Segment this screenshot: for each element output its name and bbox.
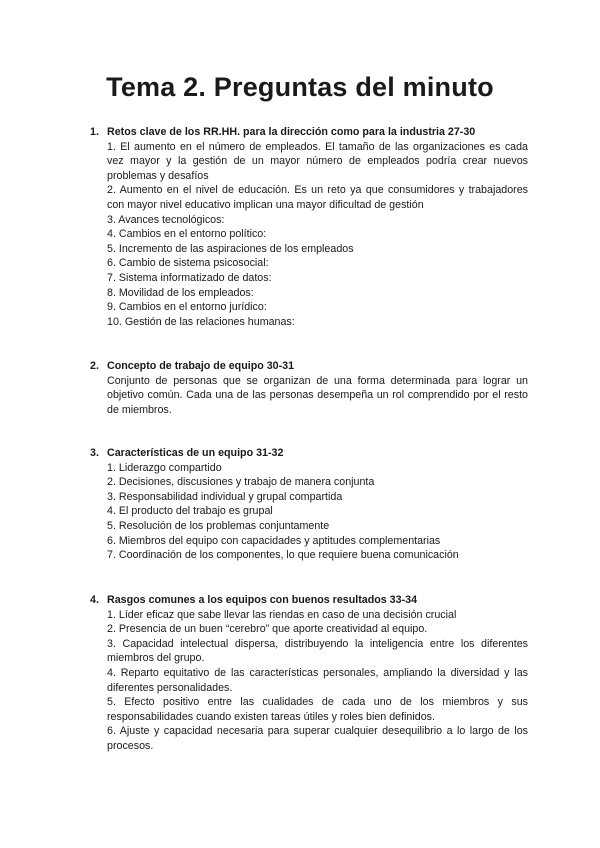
section-number: 3.	[90, 447, 99, 459]
section-heading: Características de un equipo 31-32	[107, 447, 284, 459]
list-item: 8. Movilidad de los empleados:	[107, 286, 254, 299]
section-body	[107, 461, 528, 563]
list-item: 2. Decisiones, discusiones y trabajo de manera conjunta	[107, 476, 375, 489]
list-item: 4. El producto del trabajo es grupal	[107, 505, 273, 518]
list-item: 7. Sistema informatizado de datos:	[107, 271, 272, 284]
list-item: 1. El aumento en el número de empleados. El tamaño de las organizaciones es cada vez mayor y la gestión de un mayor número de empleados podría crear nuevos problemas y desafíos	[107, 140, 528, 182]
list-item: 5. Efecto positivo entre las cualidades de cada uno de los miembros y sus responsabilidades cuando existen tareas útiles y roles bien definidos.	[107, 696, 528, 723]
list-item: 3. Responsabilidad individual y grupal compartida	[107, 490, 343, 503]
section-number: 4.	[90, 594, 99, 606]
list-item: 5. Incremento de las aspiraciones de los empleados	[107, 242, 354, 255]
list-item: 10. Gestión de las relaciones humanas:	[107, 315, 295, 328]
section-body	[107, 140, 528, 330]
list-item: 3. Avances tecnológicos:	[107, 213, 225, 226]
list-item: 2. Presencia de un buen “cerebro” que aporte creatividad al equipo.	[107, 623, 428, 636]
section-number: 1.	[90, 126, 99, 138]
list-item: 3. Capacidad intelectual dispersa, distribuyendo la inteligencia entre los diferentes miembros del grupo.	[107, 637, 528, 665]
section-heading: Concepto de trabajo de equipo 30-31	[107, 360, 295, 372]
list-item: 6. Cambio de sistema psicosocial:	[107, 257, 269, 270]
section-heading: Retos clave de los RR.HH. para la dirección como para la industria 27-30	[107, 126, 476, 138]
paragraph: Conjunto de personas que se organizan de una forma determinada para lograr un objetivo común. Cada una de las personas desempeña un rol comprendido por el resto de miembros.	[107, 374, 528, 416]
list-item: 4. Reparto equitativo de las características personales, ampliando la diversidad y las diferentes personalidades.	[107, 666, 528, 694]
list-item: 1. Liderazgo compartido	[107, 461, 222, 474]
list-item: 7. Coordinación de los componentes, lo que requiere buena comunicación	[107, 549, 459, 562]
list-item: 9. Cambios en el entorno jurídico:	[107, 301, 267, 314]
list-item: 5. Resolución de los problemas conjuntamente	[107, 519, 330, 532]
section-number: 2.	[90, 360, 99, 372]
section-heading: Rasgos comunes a los equipos con buenos resultados 33-34	[107, 594, 418, 606]
list-item: 2. Aumento en el nivel de educación. Es un reto ya que consumidores y trabajadores con mayor nivel educativo implican una mayor dificultad de gestión	[107, 184, 528, 211]
section-body	[107, 374, 528, 418]
list-item: 6. Miembros del equipo con capacidades y aptitudes complementarias	[107, 534, 441, 547]
section-body	[107, 608, 528, 754]
page-title: Tema 2. Preguntas del minuto	[106, 72, 494, 102]
list-item: 4. Cambios en el entorno político:	[107, 228, 267, 241]
list-item: 1. Líder eficaz que sabe llevar las riendas en caso de una decisión crucial	[107, 608, 457, 621]
list-item: 6. Ajuste y capacidad necesaria para superar cualquier desequilibrio a lo largo de los procesos.	[107, 725, 528, 752]
